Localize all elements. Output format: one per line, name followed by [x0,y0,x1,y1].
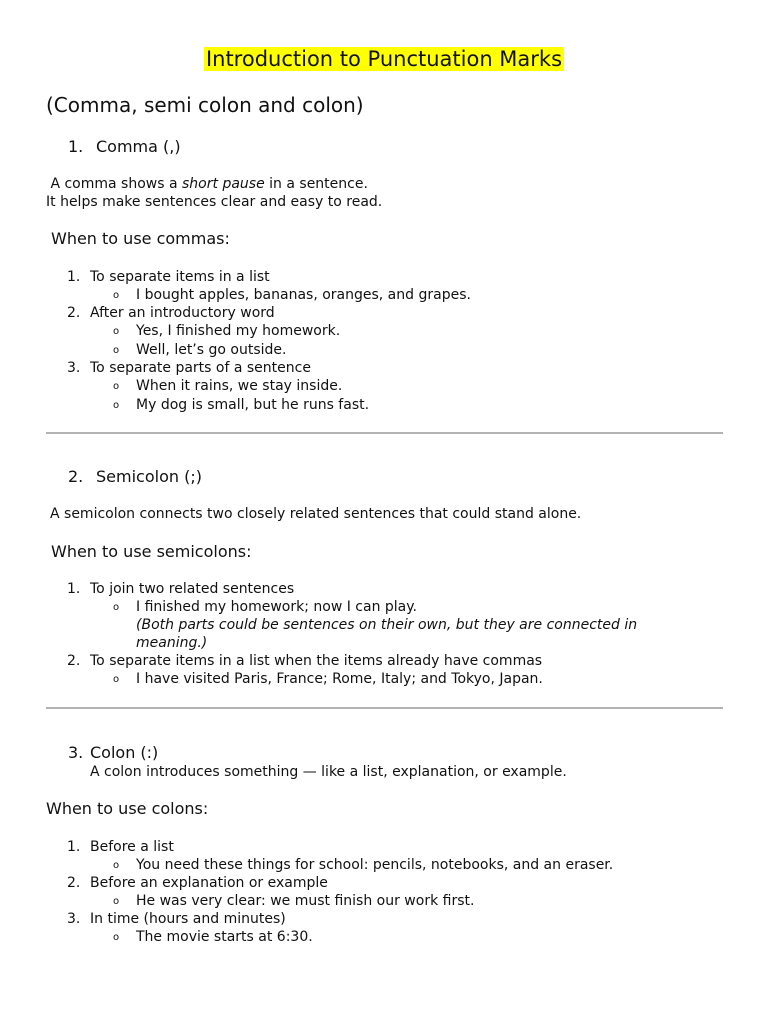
bullet-item [113,598,417,616]
page-title-text: Introduction to Punctuation Marks [205,47,563,71]
list-number: 1. [67,269,81,285]
bullet-text: When it rains, we stay inside. [136,378,343,394]
list-number: 3. [67,911,81,927]
section-number: 2. [68,467,84,486]
list-item-text: In time (hours and minutes) [90,911,286,927]
bullet-item [113,286,471,304]
list-item [67,580,295,598]
bullet-text: I finished my homework; now I can play. [136,599,417,615]
list-item-text: To separate items in a list [90,269,270,285]
bullet-item [113,928,313,946]
list-number: 1. [67,839,81,855]
list-item-text: Before a list [90,839,174,855]
list-item [67,910,286,928]
bullet-item [113,892,475,910]
bullet-text: He was very clear: we must finish our work first. [136,893,475,909]
bullet-icon: o [113,290,120,301]
page-title [0,45,768,73]
list-item [67,652,543,670]
section-number: 3. [68,743,84,762]
list-item [67,838,174,856]
section-heading-text: Comma (,) [96,137,181,156]
section-heading-text: Colon (:) [90,743,159,762]
when-heading-colon: When to use colons: [46,799,209,818]
list-item-text: To separate parts of a sentence [90,360,311,376]
list-item [67,874,328,892]
bullet-icon: o [113,345,120,356]
list-item [67,304,275,322]
bullet-text: Well, let’s go outside. [136,342,287,358]
when-heading-comma: When to use commas: [51,229,230,248]
colon-description: A colon introduces something — like a list, explanation, or example. [90,764,567,780]
list-number: 3. [67,360,81,376]
bullet-item [113,377,343,395]
section-divider [46,432,723,434]
list-number: 2. [67,875,81,891]
bullet-note: meaning.) [136,635,208,651]
bullet-item [113,670,543,688]
bullet-text: My dog is small, but he runs fast. [136,397,370,413]
section-number: 1. [68,137,84,156]
desc-text: A comma shows a [46,176,183,192]
when-heading-semicolon: When to use semicolons: [51,542,252,561]
section-heading-colon [68,742,158,764]
section-heading-text: Semicolon (;) [96,467,202,486]
bullet-item [113,322,341,340]
bullet-item [113,341,287,359]
bullet-item [113,856,614,874]
desc-emphasis: short pause [182,176,265,192]
bullet-text: Yes, I finished my homework. [136,323,341,339]
page-subtitle: (Comma, semi colon and colon) [46,93,364,117]
bullet-icon: o [113,381,120,392]
semicolon-description: A semicolon connects two closely related sentences that could stand alone. [50,506,582,522]
bullet-icon: o [113,400,120,411]
desc-text: in a sentence. [264,176,368,192]
bullet-item [113,396,370,414]
bullet-text: I have visited Paris, France; Rome, Italy; and Tokyo, Japan. [136,671,543,687]
bullet-icon: o [113,326,120,337]
list-item-text: Before an explanation or example [90,875,328,891]
list-item [67,268,270,286]
bullet-text: I bought apples, bananas, oranges, and grapes. [136,287,471,303]
list-item [67,359,311,377]
bullet-icon: o [113,860,120,871]
section-heading-comma [68,136,181,158]
bullet-icon: o [113,674,120,685]
list-number: 2. [67,653,81,669]
list-number: 1. [67,581,81,597]
comma-description-2: It helps make sentences clear and easy to read. [46,194,383,210]
list-number: 2. [67,305,81,321]
bullet-icon: o [113,932,120,943]
section-heading-semicolon [68,466,202,488]
list-item-text: After an introductory word [90,305,275,321]
bullet-icon: o [113,602,120,613]
bullet-icon: o [113,896,120,907]
bullet-text: You need these things for school: pencils, notebooks, and an eraser. [136,857,614,873]
section-divider [46,707,723,709]
comma-description [46,175,368,193]
list-item-text: To join two related sentences [90,581,295,597]
bullet-note: (Both parts could be sentences on their own, but they are connected in [136,617,638,633]
bullet-text: The movie starts at 6:30. [136,929,313,945]
list-item-text: To separate items in a list when the items already have commas [90,653,543,669]
